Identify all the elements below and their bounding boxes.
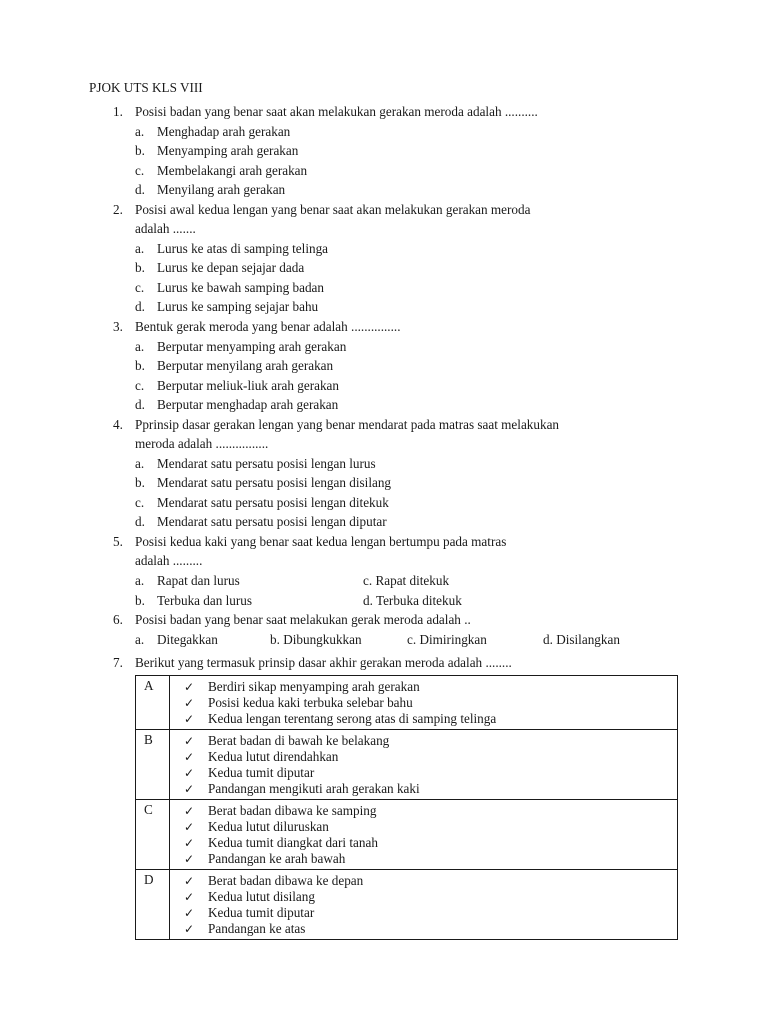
- question-2-text-line-2: adalah .......: [135, 221, 196, 236]
- check-icon: ✓: [184, 696, 195, 710]
- answer-options-table: [135, 675, 678, 940]
- check-icon: ✓: [184, 890, 195, 904]
- list-item: ✓ Berdiri sikap menyamping arah gerakan: [184, 679, 420, 694]
- q1-option-a-letter: a.: [135, 124, 145, 139]
- q5-option-a-letter: a.: [135, 573, 145, 588]
- q4-option-d: Mendarat satu persatu posisi lengan diputar: [157, 514, 387, 529]
- q2-option-b-letter: b.: [135, 260, 145, 275]
- check-icon: ✓: [184, 906, 195, 920]
- q3-option-d: Berputar menghadap arah gerakan: [157, 397, 339, 412]
- q2-option-d-letter: d.: [135, 299, 145, 314]
- check-icon: ✓: [184, 750, 195, 764]
- q4-option-b-letter: b.: [135, 475, 145, 490]
- list-item: ✓ Berat badan dibawa ke depan: [184, 873, 364, 888]
- q5-option-c: c. Rapat ditekuk: [363, 573, 450, 588]
- q1-option-c: Membelakangi arah gerakan: [157, 163, 308, 178]
- list-item: ✓ Kedua tumit diangkat dari tanah: [184, 835, 378, 850]
- list-item: ✓ Posisi kedua kaki terbuka selebar bahu: [184, 695, 413, 710]
- q3-option-a-letter: a.: [135, 339, 145, 354]
- list-item: ✓ Kedua tumit diputar: [184, 905, 315, 920]
- q2-option-d: Lurus ke samping sejajar bahu: [157, 299, 319, 314]
- q3-option-a: Berputar menyamping arah gerakan: [157, 339, 347, 354]
- q4-option-c: Mendarat satu persatu posisi lengan ditekuk: [157, 495, 389, 510]
- q1-option-d-letter: d.: [135, 182, 145, 197]
- table-row: [136, 730, 678, 800]
- check-icon: ✓: [184, 766, 195, 780]
- check-icon: ✓: [184, 734, 195, 748]
- q1-option-a: Menghadap arah gerakan: [157, 124, 291, 139]
- q4-option-b: Mendarat satu persatu posisi lengan disilang: [157, 475, 392, 490]
- question-1-number: 1.: [113, 104, 123, 119]
- check-icon: ✓: [184, 712, 195, 726]
- list-item: ✓ Kedua lengan terentang serong atas di samping telinga: [184, 711, 497, 726]
- check-icon: ✓: [184, 782, 195, 796]
- check-icon: ✓: [184, 820, 195, 834]
- list-item: ✓ Kedua tumit diputar: [184, 765, 315, 780]
- check-icon: ✓: [184, 922, 195, 936]
- question-6-number: 6.: [113, 612, 123, 627]
- q3-option-d-letter: d.: [135, 397, 145, 412]
- row-label: C: [136, 800, 170, 870]
- question-5-text-line-1: Posisi kedua kaki yang benar saat kedua lengan bertumpu pada matras: [135, 534, 507, 549]
- q2-option-a: Lurus ke atas di samping telinga: [157, 241, 329, 256]
- list-item: ✓ Kedua lutut diluruskan: [184, 819, 329, 834]
- list-item: ✓ Kedua lutut disilang: [184, 889, 315, 904]
- question-5-number: 5.: [113, 534, 123, 549]
- question-3-number: 3.: [113, 319, 123, 334]
- list-item: ✓ Pandangan ke arah bawah: [184, 851, 346, 866]
- q2-option-c: Lurus ke bawah samping badan: [157, 280, 324, 295]
- question-1-text: Posisi badan yang benar saat akan melakukan gerakan meroda adalah ..........: [135, 104, 538, 119]
- question-5-text-line-2: adalah .........: [135, 553, 203, 568]
- question-2-number: 2.: [113, 202, 123, 217]
- q5-option-b-letter: b.: [135, 593, 145, 608]
- q1-option-b-letter: b.: [135, 143, 145, 158]
- q3-option-b: Berputar menyilang arah gerakan: [157, 358, 334, 373]
- row-items: [170, 730, 678, 800]
- list-item: ✓ Berat badan dibawa ke samping: [184, 803, 377, 818]
- q3-option-c-letter: c.: [135, 378, 145, 393]
- q6-option-d: d. Disilangkan: [543, 632, 620, 647]
- q4-option-a-letter: a.: [135, 456, 145, 471]
- q1-option-b: Menyamping arah gerakan: [157, 143, 299, 158]
- check-icon: ✓: [184, 852, 195, 866]
- check-icon: ✓: [184, 836, 195, 850]
- q2-option-c-letter: c.: [135, 280, 145, 295]
- check-icon: ✓: [184, 680, 195, 694]
- q5-option-a: Rapat dan lurus: [157, 573, 240, 588]
- q3-option-b-letter: b.: [135, 358, 145, 373]
- question-7-text: Berikut yang termasuk prinsip dasar akhir gerakan meroda adalah ........: [135, 655, 512, 670]
- q3-option-c: Berputar meliuk-liuk arah gerakan: [157, 378, 339, 393]
- q5-option-d: d. Terbuka ditekuk: [363, 593, 462, 608]
- q5-option-b: Terbuka dan lurus: [157, 593, 253, 608]
- q1-option-c-letter: c.: [135, 163, 145, 178]
- question-7-number: 7.: [113, 655, 123, 670]
- q2-option-b: Lurus ke depan sejajar dada: [157, 260, 305, 275]
- check-icon: ✓: [184, 804, 195, 818]
- q4-option-a: Mendarat satu persatu posisi lengan lurus: [157, 456, 376, 471]
- q6-option-a-letter: a.: [135, 632, 145, 647]
- question-2-text-line-1: Posisi awal kedua lengan yang benar saat akan melakukan gerakan meroda: [135, 202, 531, 217]
- question-4-text-line-2: meroda adalah ................: [135, 436, 269, 451]
- page-title: PJOK UTS KLS VIII: [89, 80, 203, 95]
- q6-option-c: c. Dimiringkan: [407, 632, 487, 647]
- q1-option-d: Menyilang arah gerakan: [157, 182, 286, 197]
- row-items: [170, 870, 678, 940]
- row-label: B: [136, 730, 170, 800]
- q4-option-d-letter: d.: [135, 514, 145, 529]
- q6-option-b: b. Dibungkukkan: [270, 632, 362, 647]
- row-items: [170, 800, 678, 870]
- q2-option-a-letter: a.: [135, 241, 145, 256]
- list-item: ✓ Kedua lutut direndahkan: [184, 749, 339, 764]
- table-row: [136, 800, 678, 870]
- q6-option-a: Ditegakkan: [157, 632, 218, 647]
- list-item: ✓ Pandangan mengikuti arah gerakan kaki: [184, 781, 420, 796]
- list-item: ✓ Berat badan di bawah ke belakang: [184, 733, 390, 748]
- list-item: ✓ Pandangan ke atas: [184, 921, 306, 936]
- table-row: [136, 676, 678, 730]
- row-label: A: [136, 676, 170, 730]
- table-row: [136, 870, 678, 940]
- row-items: [170, 676, 678, 730]
- check-icon: ✓: [184, 874, 195, 888]
- question-3-text: Bentuk gerak meroda yang benar adalah ...............: [135, 319, 401, 334]
- question-6-text: Posisi badan yang benar saat melakukan gerak meroda adalah ..: [135, 612, 471, 627]
- question-4-number: 4.: [113, 417, 123, 432]
- question-4-text-line-1: Pprinsip dasar gerakan lengan yang benar mendarat pada matras saat melakukan: [135, 417, 560, 432]
- q4-option-c-letter: c.: [135, 495, 145, 510]
- row-label: D: [136, 870, 170, 940]
